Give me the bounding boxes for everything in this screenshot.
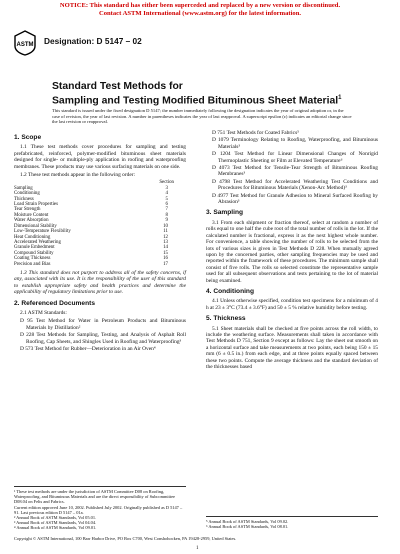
scope-para-1-2: 1.2 These test methods appear in the following order: bbox=[20, 172, 136, 179]
toc-item-num: 6 bbox=[165, 202, 168, 208]
title-line-1: Standard Test Methods for bbox=[52, 81, 183, 92]
notice-line-1: NOTICE: This standard has either been superceded and replaced by a new version or discontinued. bbox=[59, 2, 341, 9]
toc-item-name: Heat Conditioning bbox=[14, 234, 51, 240]
referenced-documents-heading: 2. Referenced Documents bbox=[14, 299, 95, 307]
footnotes-right bbox=[206, 516, 378, 529]
list-item: D 4073 Test Method for Tensile-Tear Strength of Bituminous Roofing Membranes³ bbox=[212, 165, 378, 178]
toc-item-num: 10 bbox=[163, 223, 168, 229]
toc-item-name: Accelerated Weathering bbox=[14, 239, 61, 245]
toc-item-num: 3 bbox=[165, 185, 168, 191]
title-footnote-marker: 1 bbox=[338, 94, 342, 101]
page-number: 1 bbox=[196, 546, 199, 551]
scope-heading: 1. Scope bbox=[14, 134, 42, 141]
toc-item-name: Water Absorption bbox=[14, 218, 49, 224]
footnote: ² Annual Book of ASTM Standards, Vol 05.01. bbox=[14, 515, 97, 521]
list-item: D 751 Test Methods for Coated Fabrics⁵ bbox=[212, 130, 300, 136]
right-column bbox=[206, 130, 378, 372]
toc-item-name: Precision and Bias bbox=[14, 261, 51, 267]
toc-item-name: Coating Thickness bbox=[14, 256, 51, 262]
list-item: D 4798 Test Method for Accelerated Weathering Test Conditions and Procedures for Bituminous Materials (Xenon-Arc Method)³ bbox=[212, 178, 378, 192]
footnote: ¹ These test methods are under the jurisdiction of ASTM Committee D08 on Roofing, Waterproofing, and Bituminous Materials and are the direct responsibility of Subcommittee D08.04 on Felts and Fabrics. bbox=[14, 489, 175, 505]
toc-item-num: 4 bbox=[165, 191, 168, 197]
toc-item-num: 12 bbox=[163, 234, 168, 240]
toc-item-name: Moisture Content bbox=[14, 212, 49, 218]
astm-logo-icon bbox=[14, 30, 36, 56]
issued-under-text: This standard is issued under the fixed designation D 5147; the number immediately following the designation indicates the year of original adoption or, in the case of revision, the year of last revision. A number in parentheses indicates the year of last reapproval. A superscript epsilon (ε) indicates an editorial change since the last revision or reapproval. bbox=[52, 108, 352, 125]
footnote: ³ Annual Book of ASTM Standards, Vol 04.04. bbox=[14, 520, 97, 526]
list-item: D 573 Test Method for Rubber—Deterioration in an Air Oven⁴ bbox=[20, 346, 156, 352]
toc-item-num: 14 bbox=[163, 245, 168, 251]
list-item: D 95 Test Method for Water in Petroleum Products and Bituminous Materials by Distillation² bbox=[20, 318, 186, 331]
title-line-2-text: Sampling and Testing Modified Bituminous Sheet Material bbox=[52, 94, 339, 106]
conditioning-para-4-1: 4.1 Unless otherwise specified, condition test specimens for a minimum of 4 h at 23 ± 3°C (73.4 ± 3.6°F) and 50 ± 5 % relative humidity before testing. bbox=[206, 298, 378, 311]
toc-item-name: Sampling bbox=[14, 185, 33, 191]
footnotes-left bbox=[14, 486, 186, 531]
toc-item-num: 15 bbox=[163, 250, 168, 256]
toc-header: Section bbox=[159, 180, 174, 186]
toc-item-name: Dimensional Stability bbox=[14, 223, 57, 229]
toc-item-name: Low-Temperature Flexibility bbox=[14, 229, 71, 235]
toc-item-num: 17 bbox=[163, 261, 168, 267]
toc-item-num: 7 bbox=[165, 207, 168, 213]
toc-item-name: Conditioning bbox=[14, 191, 40, 197]
thickness-heading: 5. Thickness bbox=[206, 315, 246, 323]
sampling-para-3-1: 3.1 From each shipment or fraction thereof, select at random a number of rolls equal to one half the cube root of the total number of rolls in the lot. If the calculated number is fractional, express it as the next highest whole number. For convenience, a table showing the number of rolls to be selected from the lots of various sizes is given in Test Methods D 228. When mutually agreed upon by the concerned parties, other sampling frequencies may be used and reported within the framework of these procedures. The minimum sample shall consist of five rolls. The rolls so selected constitute the representative sample used for all subsequent observations and tests pertaining to the lot of material being examined. bbox=[206, 219, 378, 284]
footnote: ⁴ Annual Book of ASTM Standards, Vol 09.01. bbox=[14, 525, 97, 531]
toc-item-name: Load Strain Properties bbox=[14, 202, 59, 208]
supersession-notice bbox=[0, 2, 400, 18]
toc-item-num: 13 bbox=[163, 239, 168, 245]
toc-item-num: 9 bbox=[165, 218, 168, 224]
toc-item-num: 8 bbox=[165, 212, 168, 218]
svg-text:ASTM: ASTM bbox=[16, 42, 34, 48]
page-title bbox=[52, 81, 372, 106]
designation: Designation: D 5147 – 02 bbox=[44, 36, 142, 46]
toc-item-name: Thickness bbox=[14, 196, 34, 202]
scope-para-1-3: 1.3 This standard does not purport to address all of the safety concerns, if any, associated with its use. It is the responsibility of the user of this standard to establish appropriate safety and health practices and determine the applicability of regulatory limitations prior to use. bbox=[14, 269, 186, 296]
toc-item-name: Granule Embedment bbox=[14, 245, 55, 251]
list-item: D 228 Test Methods for Sampling, Testing, and Analysis of Asphalt Roll Roofing, Cap Sheets, and Shingles Used in Roofing and Waterproofing³ bbox=[20, 332, 186, 345]
footnote: ⁵ Annual Book of ASTM Standards, Vol 09.02. bbox=[206, 519, 289, 524]
title-line-2 bbox=[52, 93, 372, 107]
toc-item-num: 11 bbox=[163, 229, 168, 235]
notice-line-2: Contact ASTM International (www.astm.org) for the latest information. bbox=[98, 10, 302, 17]
footnote: ⁶ Annual Book of ASTM Standards, Vol 08.01. bbox=[206, 524, 289, 530]
sections-table bbox=[14, 180, 186, 267]
thickness-para-5-1: 5.1 Sheet materials shall be checked at five points across the roll width, to include the weathering surface. Measurements shall taken in accordance with Test Methods D 751, Section 9 except as follows: Lay the sheet out smooth on a horizontal surface and take measurements at two points, each being 150 ± 15 mm (6 ± 0.5 in.) from each edge, and at three points equally spaced between these two points. Compute the average thickness and the standard deviation of the thicknesses based bbox=[206, 325, 378, 370]
left-column bbox=[14, 130, 186, 353]
toc-item-num: 5 bbox=[165, 196, 168, 202]
toc-item-name: Compound Stability bbox=[14, 250, 54, 256]
copyright-line: Copyright © ASTM International, 100 Barr Harbor Drive, PO Box C700, West Conshohocken, PA 19428-2959, United States. bbox=[14, 536, 237, 541]
list-item: D 1079 Terminology Relating to Roofing, Waterproofing, and Bituminous Materials³ bbox=[212, 137, 378, 150]
toc-item-num: 16 bbox=[163, 256, 168, 262]
refs-para-2-1: 2.1 ASTM Standards: bbox=[20, 309, 67, 316]
sampling-heading: 3. Sampling bbox=[206, 209, 244, 217]
conditioning-heading: 4. Conditioning bbox=[206, 287, 254, 295]
scope-para-1-1: 1.1 These test methods cover procedures for sampling and testing prefabricated, reinforced, polymer-modified bituminous sheet materials designed for single- or multiple-ply application in roofing and waterproofing membranes. These products may use various surfacing materials on one side. bbox=[14, 144, 186, 170]
table-row bbox=[14, 262, 186, 267]
list-item: D 1204 Test Method for Linear Dimensional Changes of Nonrigid Thermoplastic Sheeting or Film at Elevated Temperature⁶ bbox=[212, 151, 378, 164]
footnote: Current edition approved June 10, 2002. Published July 2002. Originally published as D 5147 – 91. Last previous edition D 5147 – 01a. bbox=[14, 504, 183, 515]
list-item: D 4977 Test Method for Granule Adhesion to Mineral Surfaced Roofing by Abrasion³ bbox=[212, 192, 378, 206]
toc-item-name: Tear Strength bbox=[14, 207, 41, 213]
